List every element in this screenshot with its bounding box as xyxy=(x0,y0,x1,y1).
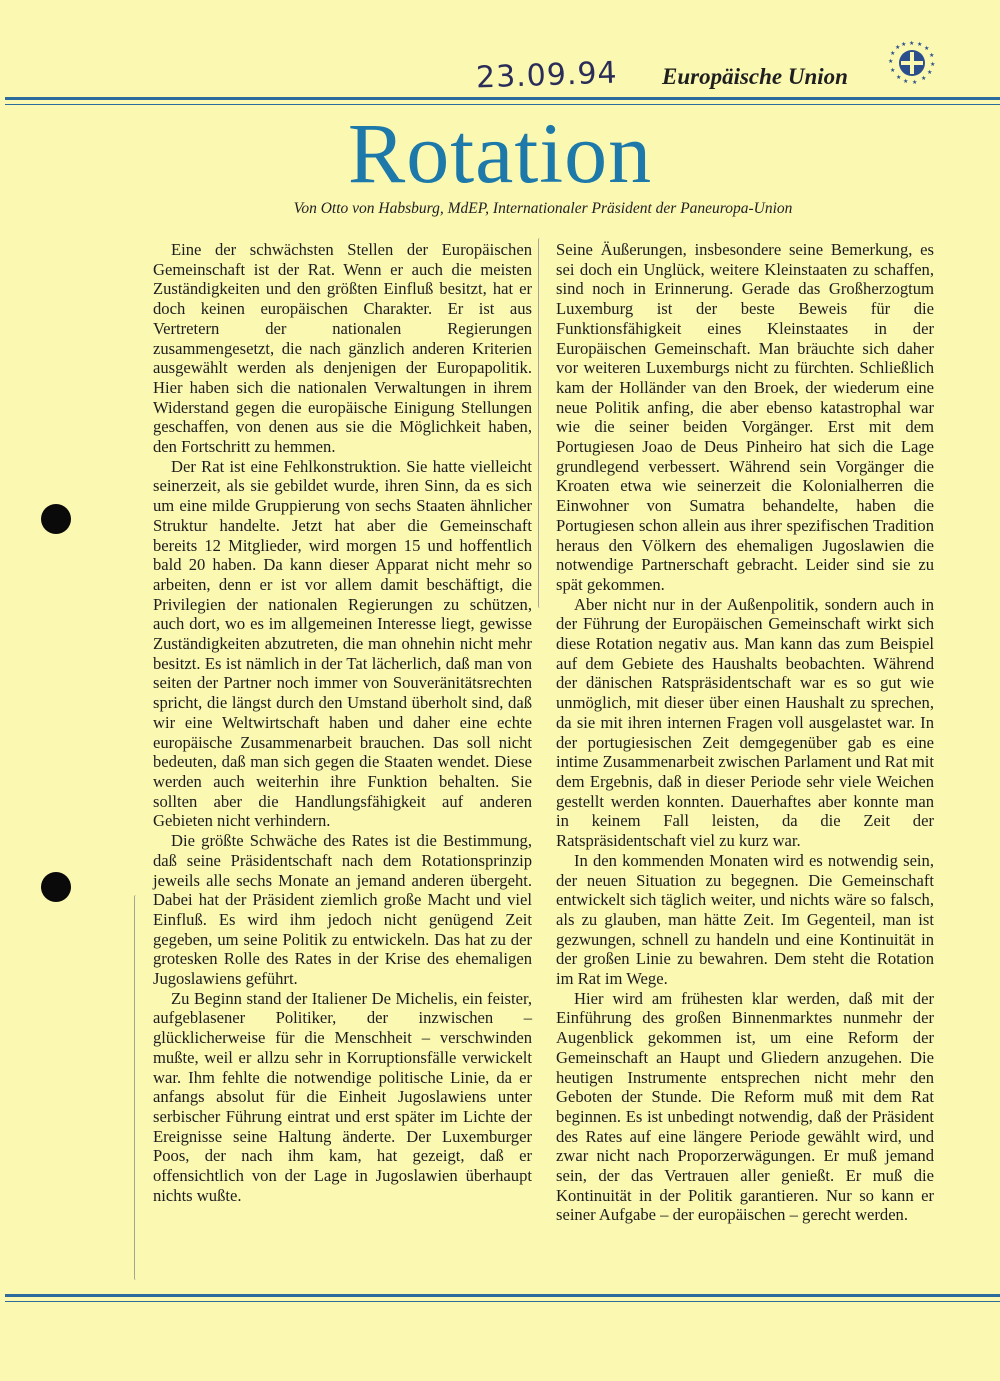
svg-text:★: ★ xyxy=(924,45,930,52)
svg-text:★: ★ xyxy=(890,67,896,74)
pan-european-cross-with-stars-icon xyxy=(887,38,937,88)
right-paragraph-3: In den kommenden Monaten wird es notwendig sein, der neuen Situation zu begegnen. Die Gemeinschaft entwickelt sich täglich weiter, und nichts wäre so falsch, als zu glauben, man hätte Zeit. Im Gegenteil, man ist gezwungen, schnell zu handeln und eine Kontinuität in der großen Linie zu bewahren. Dem steht die Rotation im Rat im Wege. xyxy=(556,850,934,989)
header-rule-top xyxy=(5,97,1000,100)
right-paragraph-1: Seine Äußerungen, insbesondere seine Bemerkung, es sei doch ein Unglück, weitere Kleinstaaten zu schaffen, sind noch in Erinnerung. Gerade das Großherzogtum Luxemburg ist der beste Beweis für die Funktionsfähigkeit eines Kleinstaates in der Europäischen Gemeinschaft. Man bräuchte sich daher vor weiteren Luxemburgs nicht zu fürchten. Schließlich kam der Holländer van den Broek, der wiederum eine neue Politik anfing, die aber ebenso katastrophal war wie die seiner beiden Vorgänger. Erst mit dem Portugiesen Joao de Deus Pinheiro hat sich die Lage grundlegend verbessert. Während sein Vorgänger die Kroaten etwa wie seinerzeit die Kolonialherren die Einwohner von Sumatra behandelte, haben die Portugiesen schon allein aus ihrer spezifischen Tradition heraus den Völkern des ehemaligen Jugoslawien die notwendige Partnerschaft gebracht. Leider sind sie zu spät gekommen. xyxy=(556,240,934,594)
svg-text:★: ★ xyxy=(903,78,909,85)
svg-text:★: ★ xyxy=(901,41,907,48)
article-title: Rotation xyxy=(347,105,653,201)
footer-rule-top xyxy=(5,1294,1000,1297)
section-label: Europäische Union xyxy=(662,64,848,89)
footer-rule-bottom xyxy=(5,1301,1000,1302)
punch-hole xyxy=(41,504,71,534)
svg-text:★: ★ xyxy=(921,75,927,82)
svg-text:★: ★ xyxy=(895,44,901,51)
left-column xyxy=(153,240,532,1205)
left-paragraph-4: Zu Beginn stand der Italiener De Michelis, ein feister, aufgeblasener Politiker, der inzwischen – glücklicherweise für die Menschheit – verschwinden mußte, weil er allzu sehr in Korruptionsfälle verwickelt war. Ihm fehlte die notwendige politische Linie, da er anfangs absolut für die Einheit Jugoslawiens unter serbischer Führung eintrat und erst später im Lichte der Ereignisse seine Haltung änderte. Der Luxemburger Poos, der nach ihm kam, hat gezeigt, daß er offensichtlich von der Lage in Jugoslawien überhaupt nichts wußte. xyxy=(153,988,532,1205)
svg-text:★: ★ xyxy=(912,79,918,86)
article-byline: Von Otto von Habsburg, MdEP, Internationaler Präsident der Paneuropa-Union xyxy=(293,200,793,217)
svg-text:★: ★ xyxy=(888,58,894,65)
pencil-margin-mark xyxy=(134,895,138,1280)
svg-text:★: ★ xyxy=(909,40,915,47)
left-paragraph-2: Der Rat ist eine Fehlkonstruktion. Sie hatte vielleicht seinerzeit, als sie gebildet wurde, ihren Sinn, da es sich um eine milde Gruppierung von sechs Staaten ähnlicher Struktur handelte. Jetzt hat aber die Gemeinschaft bereits 12 Mitglieder, wird morgen 15 und hoffentlich bald 20 haben. Da kann dieser Apparat nicht mehr so arbeiten, denn er ist vor allem damit beschäftigt, die Privilegien der nationalen Regierungen zu schützen, auch dort, wo es im allgemeinen Interesse liegt, gewisse Zuständigkeiten abzutreten, die man ohnehin nicht mehr besitzt. Es ist nämlich in der Tat lächerlich, daß man von seiten der Partner noch immer von Souveränitätsrechten spricht, die längst durch den Umstand überholt sind, daß wir eine Weltwirtschaft haben und daher eine echte europäische Zusammenarbeit brauchen. Das soll nicht bedeuten, daß man sich gegen die Staaten wendet. Diese werden auch weiterhin ihre Funktion behalten. Sie sollten aber die Handlungsfähigkeit auf anderen Gebieten nicht verhindern. xyxy=(153,456,532,831)
right-column xyxy=(556,240,934,1225)
svg-text:★: ★ xyxy=(929,52,935,59)
svg-text:★: ★ xyxy=(896,74,902,81)
svg-text:★: ★ xyxy=(917,41,923,48)
punch-hole xyxy=(41,872,71,902)
pencil-margin-mark xyxy=(538,238,542,608)
left-paragraph-1: Eine der schwächsten Stellen der Europäischen Gemeinschaft ist der Rat. Wenn er auch die meisten Zuständigkeiten und den größten Einfluß besitzt, hat er doch keinen europäischen Charakter. Er ist aus Vertretern der nationalen Regierungen zusammengesetzt, die nach gänzlich anderen Kriterien ausgewählt werden als denjenigen der Europapolitik. Hier haben sich die nationalen Verwaltungen in ihrem Widerstand gegen die europäische Einigung Stellungen geschaffen, von denen aus sie die Möglichkeit haben, den Fortschritt zu hemmen. xyxy=(153,240,532,457)
svg-text:★: ★ xyxy=(927,69,933,76)
right-paragraph-2: Aber nicht nur in der Außenpolitik, sondern auch in der Führung der Europäischen Gemeinschaft wirkt sich diese Rotation negativ aus. Man kann das zum Beispiel auf dem Gebiete des Haushalts beobachten. Während der dänischen Ratspräsidentschaft war es so gut wie unmöglich, mit dieser über einen Haushalt zu sprechen, da sie mit ihren internen Fragen voll ausgelastet war. In der portugiesischen Zeit demgegenüber gab es eine intime Zusammenarbeit zwischen Parlament und Rat mit dem Ergebnis, daß in dieser Periode sehr viele Weichen gestellt werden konnten. Dauerhaftes aber konnte man in keinem Fall leisten, da die Zeit der Ratspräsidentschaft viel zu kurz war. xyxy=(556,594,934,851)
right-paragraph-4: Hier wird am frühesten klar werden, daß mit der Einführung des großen Binnenmarktes nunmehr der Augenblick gekommen ist, um eine Reform der Gemeinschaft an Haupt und Gliedern anzugehen. Die heutigen Instrumente entsprechen nicht mehr den Geboten der Stunde. Die Reform muß mit dem Rat beginnen. Es ist unbedingt notwendig, daß der Präsident des Rates auf eine längere Periode gewählt wird, und zwar nicht nach Proporzerwägungen. Er muß jemand sein, der das Vertrauen aller genießt. Er muß die Kontinuität in der Politik garantieren. Nur so kann er seiner Aufgabe – der europäischen – gerecht werden. xyxy=(556,988,934,1225)
date-stamp: 23.09.94 xyxy=(475,55,619,96)
left-paragraph-3: Die größte Schwäche des Rates ist die Bestimmung, daß seine Präsidentschaft nach dem Rotationsprinzip jeweils alle sechs Monate an jemand anderen übergeht. Dabei hat der Präsident ziemlich große Macht und viel Einfluß. Es wird ihm jedoch nicht genügend Zeit gegeben, um seine Politik zu entwickeln. Das hat zu der grotesken Rolle des Rates in der Krise des ehemaligen Jugoslawiens geführt. xyxy=(153,831,532,989)
svg-text:★: ★ xyxy=(890,50,896,57)
svg-text:★: ★ xyxy=(930,61,936,68)
